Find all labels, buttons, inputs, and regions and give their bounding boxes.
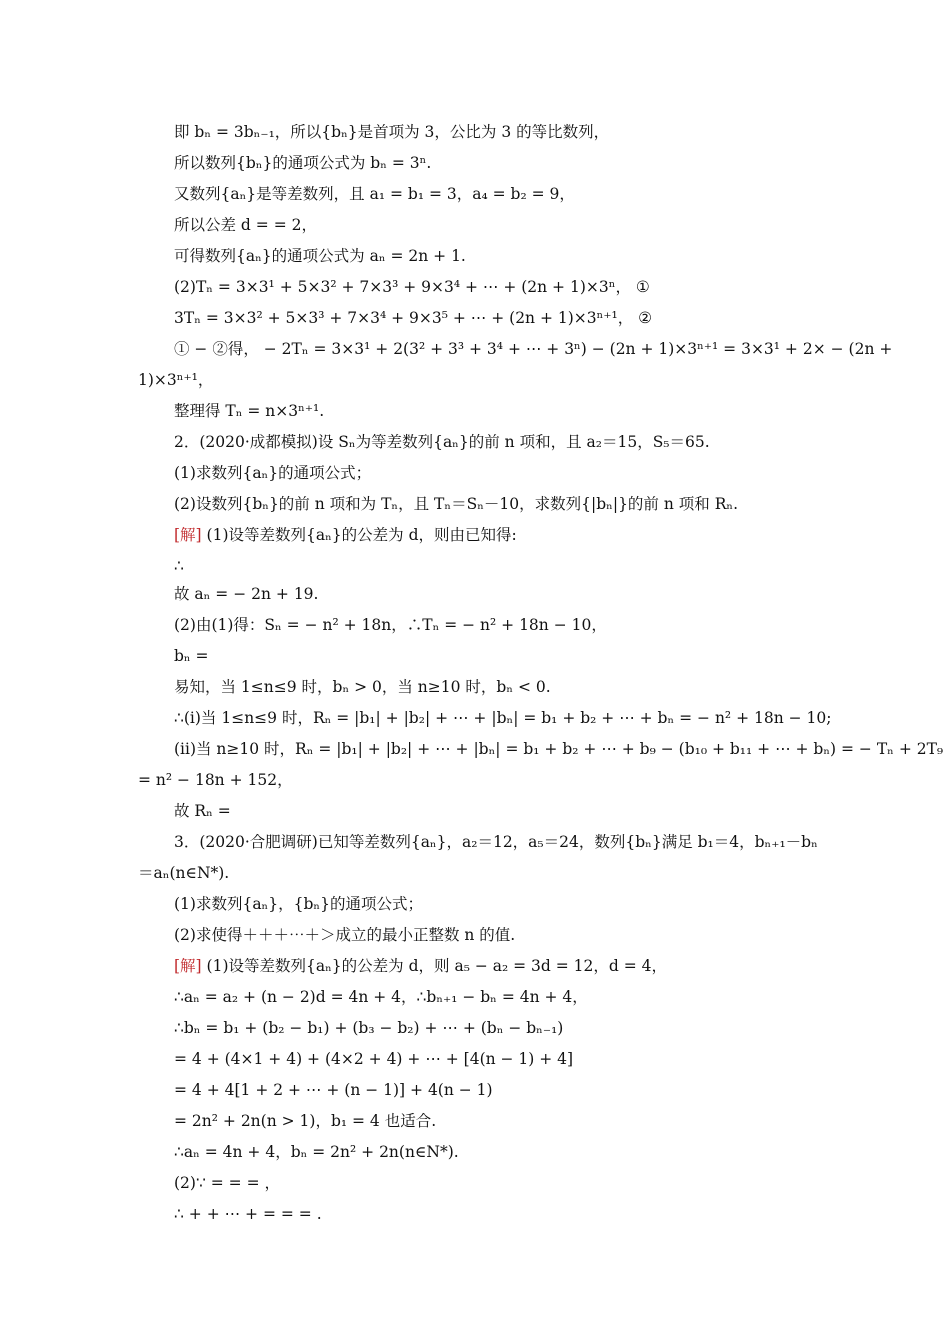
- text-line: ∴(ⅰ)当 1≤n≤9 时，Rₙ = |b₁| + |b₂| + ⋯ + |bₙ| = b₁ + b₂ + ⋯ + bₙ = − n² + 18n − 10;: [174, 709, 832, 727]
- problem-2-title: 2．(2020·成都模拟)设 Sₙ为等差数列{aₙ}的前 n 项和，且 a₂＝15，S₅＝65.: [174, 433, 710, 451]
- text-line: ∴: [174, 557, 184, 575]
- text-line: 又数列{aₙ}是等差数列，且 a₁ = b₁ = 3，a₄ = b₂ = 9，: [174, 185, 575, 203]
- text-line: (ⅱ)当 n≥10 时，Rₙ = |b₁| + |b₂| + ⋯ + |bₙ| = b₁ + b₂ + ⋯ + b₉ − (b₁₀ + b₁₁ + ⋯ + bₙ) = − Tₙ + 2T₉: [174, 740, 944, 758]
- solution-line: [174, 525, 517, 545]
- text-line: 故 aₙ = − 2n + 19.: [174, 585, 319, 603]
- text-line: bₙ =: [174, 647, 209, 665]
- text-line: ① − ②得， − 2Tₙ = 3×3¹ + 2(3² + 3³ + 3⁴ + ⋯ + 3ⁿ) − (2n + 1)×3ⁿ⁺¹ = 3×3¹ + 2× − (2n +: [174, 340, 893, 358]
- text-line: (2)Tₙ = 3×3¹ + 5×3² + 7×3³ + 9×3⁴ + ⋯ + (2n + 1)×3ⁿ， ①: [174, 278, 650, 296]
- text-line: 所以数列{bₙ}的通项公式为 bₙ = 3ⁿ.: [174, 154, 432, 172]
- text-line: 1)×3ⁿ⁺¹，: [138, 371, 214, 389]
- text-line: (2)由(1)得：Sₙ = − n² + 18n，∴Tₙ = − n² + 18n − 10，: [174, 616, 607, 634]
- solution-text: (1)设等差数列{aₙ}的公差为 d，则由已知得:: [206, 526, 517, 544]
- text-line: 所以公差 d = = 2，: [174, 216, 317, 234]
- text-line: = n² − 18n + 152，: [138, 771, 293, 789]
- solution-tag: [解]: [174, 526, 202, 544]
- text-line: ∴bₙ = b₁ + (b₂ − b₁) + (b₃ − b₂) + ⋯ + (bₙ − bₙ₋₁): [174, 1019, 564, 1037]
- text-line: 3Tₙ = 3×3² + 5×3³ + 7×3⁴ + 9×3⁵ + ⋯ + (2n + 1)×3ⁿ⁺¹， ②: [174, 309, 653, 327]
- problem-3-title: 3．(2020·合肥调研)已知等差数列{aₙ}，a₂＝12，a₅＝24，数列{bₙ}满足 b₁＝4，bₙ₊₁－bₙ: [174, 833, 818, 851]
- text-line: = 4 + (4×1 + 4) + (4×2 + 4) + ⋯ + [4(n − 1) + 4]: [174, 1050, 574, 1068]
- text-line: ＝aₙ(n∈N*).: [138, 864, 230, 882]
- text-line: = 4 + 4[1 + 2 + ⋯ + (n − 1)] + 4(n − 1): [174, 1081, 493, 1099]
- text-line: (2)∵ = = = ，: [174, 1174, 280, 1192]
- text-line: ∴aₙ = a₂ + (n − 2)d = 4n + 4，∴bₙ₊₁ − bₙ = 4n + 4，: [174, 988, 588, 1006]
- solution-text: (1)设等差数列{aₙ}的公差为 d，则 a₅ − a₂ = 3d = 12，d = 4，: [206, 957, 668, 975]
- solution-tag: [解]: [174, 957, 202, 975]
- text-line: (1)求数列{aₙ}的通项公式；: [174, 464, 372, 482]
- text-line: (2)求使得＋＋＋⋯＋＞成立的最小正整数 n 的值.: [174, 926, 516, 944]
- text-line: 可得数列{aₙ}的通项公式为 aₙ = 2n + 1.: [174, 247, 466, 265]
- text-line: = 2n² + 2n(n > 1)，b₁ = 4 也适合.: [174, 1112, 437, 1130]
- text-line: ∴ + + ⋯ + = = = .: [174, 1205, 322, 1223]
- text-line: (1)求数列{aₙ}，{bₙ}的通项公式；: [174, 895, 423, 913]
- text-line: 易知，当 1≤n≤9 时，bₙ > 0，当 n≥10 时，bₙ < 0.: [174, 678, 551, 696]
- text-line: ∴aₙ = 4n + 4，bₙ = 2n² + 2n(n∈N*).: [174, 1143, 459, 1161]
- text-line: 即 bₙ = 3bₙ₋₁，所以{bₙ}是首项为 3，公比为 3 的等比数列，: [174, 123, 610, 141]
- solution-line: [174, 956, 667, 976]
- text-line: (2)设数列{bₙ}的前 n 项和为 Tₙ，且 Tₙ＝Sₙ－10，求数列{|bₙ|}的前 n 项和 Rₙ.: [174, 495, 738, 513]
- text-line: 故 Rₙ =: [174, 802, 231, 820]
- text-line: 整理得 Tₙ = n×3ⁿ⁺¹.: [174, 402, 325, 420]
